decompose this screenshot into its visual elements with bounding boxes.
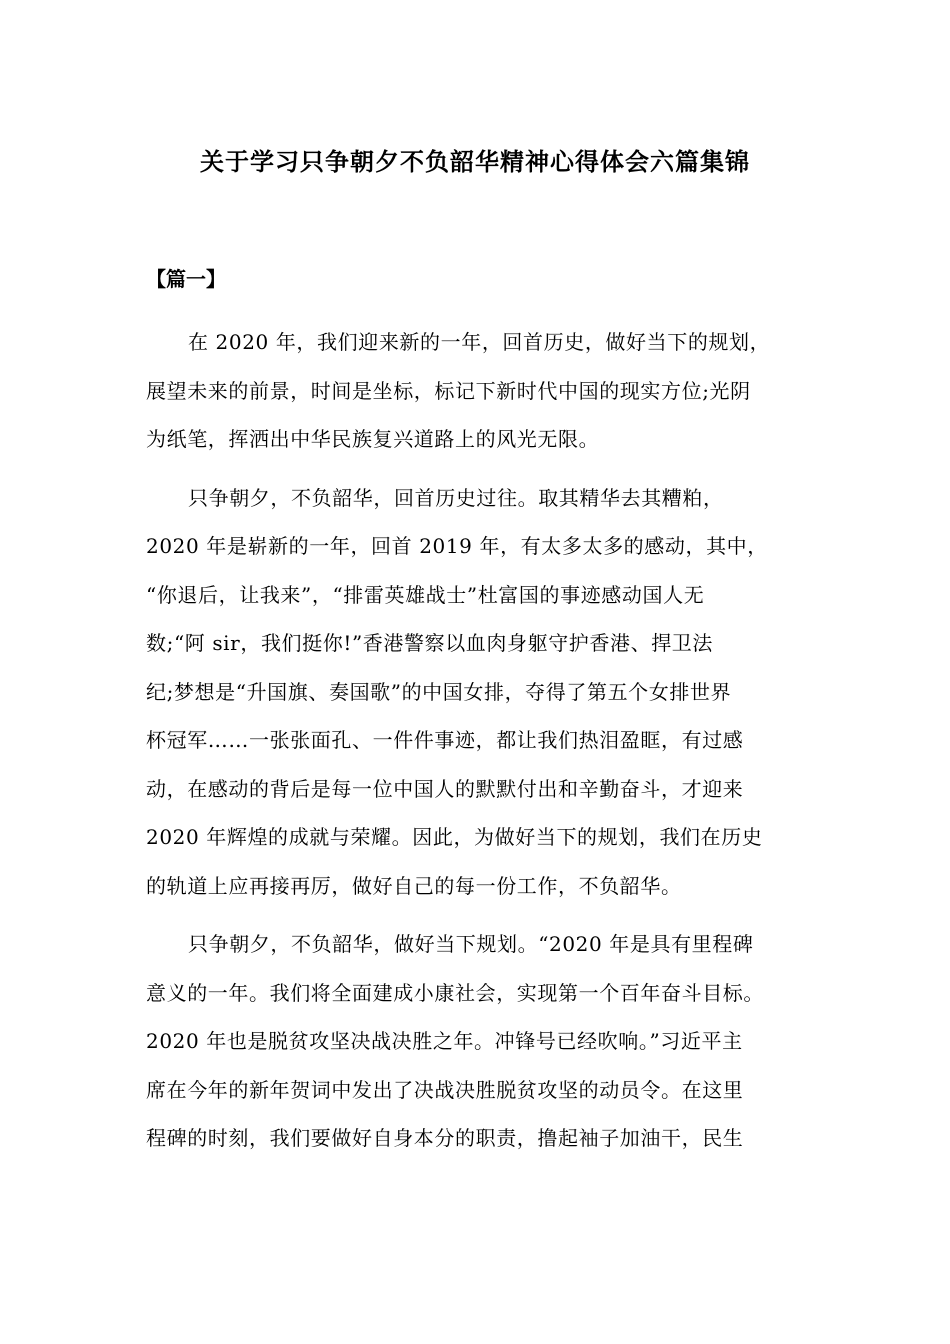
text-line: 2020 年也是脱贫攻坚决战决胜之年。冲锋号已经吹响。”习近平主 (146, 1029, 743, 1053)
paragraph-2 (146, 474, 806, 911)
text-line: 2020 年辉煌的成就与荣耀。因此，为做好当下的规划，我们在历史 (146, 825, 763, 849)
text-line: 的轨道上应再接再厉，做好自己的每一份工作，不负韶华。 (146, 873, 682, 898)
paragraph-1 (146, 318, 806, 464)
text-line: 纪;梦想是“升国旗、奏国歌”的中国女排，夺得了第五个女排世界 (146, 679, 732, 704)
paragraph-3 (146, 920, 806, 1163)
document-title: 关于学习只争朝夕不负韶华精神心得体会六篇集锦 (200, 147, 750, 176)
text-line: “你退后，让我来”，“排雷英雄战士”杜富国的事迹感动国人无 (146, 582, 705, 607)
text-line: 展望未来的前景，时间是坐标，标记下新时代中国的现实方位;光阴 (146, 378, 751, 403)
text-line: 意义的一年。我们将全面建成小康社会，实现第一个百年奋斗目标。 (146, 980, 764, 1005)
text-line: 只争朝夕，不负韶华，回首历史过往。取其精华去其糟粕， (188, 485, 724, 510)
text-line: 2020 年是崭新的一年，回首 2019 年，有太多太多的感动，其中， (146, 534, 768, 558)
text-line: 只争朝夕，不负韶华，做好当下规划。“2020 年是具有里程碑 (188, 932, 754, 956)
section-heading: 【篇一】 (146, 267, 226, 291)
text-line: 数;“阿 sir，我们挺你!”香港警察以血肉身躯守护香港、捍卫法 (146, 631, 714, 655)
text-line: 程碑的时刻，我们要做好自身本分的职责，撸起袖子加油干，民生 (146, 1126, 744, 1150)
text-line: 动，在感动的背后是每一位中国人的默默付出和辛勤奋斗，才迎来 (146, 776, 744, 801)
document-body (146, 318, 806, 1173)
text-line: 在 2020 年，我们迎来新的一年，回首历史，做好当下的规划， (188, 330, 771, 354)
text-line: 杯冠军……一张张面孔、一件件事迹，都让我们热泪盈眶，有过感 (146, 728, 744, 752)
text-line: 为纸笔，挥洒出中华民族复兴道路上的风光无限。 (146, 427, 600, 451)
text-line: 席在今年的新年贺词中发出了决战决胜脱贫攻坚的动员令。在这里 (146, 1077, 744, 1102)
